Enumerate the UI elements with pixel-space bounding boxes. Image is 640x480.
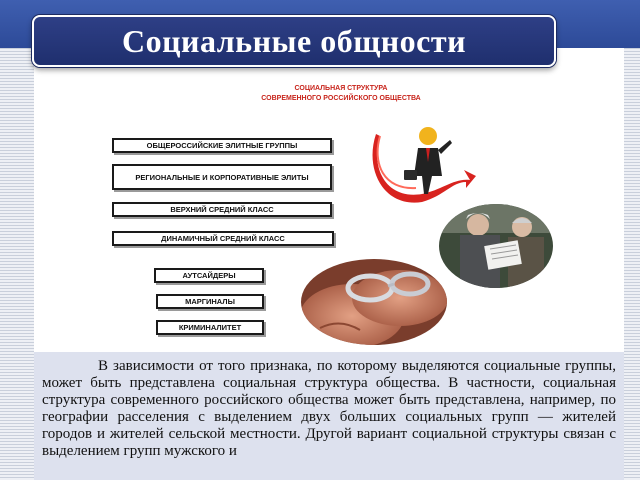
tier-dynamic-middle-class: ДИНАМИЧНЫЙ СРЕДНИЙ КЛАСС [112, 231, 334, 246]
slide-title-box [32, 15, 556, 67]
left-stripe-decoration [0, 48, 34, 480]
tier-marginals: МАРГИНАЛЫ [156, 294, 264, 309]
diagram-heading-line1: СОЦИАЛЬНАЯ СТРУКТУРА [294, 85, 388, 92]
diagram-heading-line2: СОВРЕМЕННОГО РОССИЙСКОГО ОБЩЕСТВА [261, 95, 421, 102]
right-stripe-decoration [624, 48, 640, 480]
tier-upper-middle-class: ВЕРХНИЙ СРЕДНИЙ КЛАСС [112, 202, 332, 217]
description-panel [34, 352, 624, 480]
businessman-arrow-icon [366, 118, 476, 210]
tier-criminals: КРИМИНАЛИТЕТ [156, 320, 264, 335]
handcuffs-photo [300, 258, 448, 346]
diagram-heading [236, 84, 446, 104]
tier-elite-national: ОБЩЕРОССИЙСКИЕ ЭЛИТНЫЕ ГРУППЫ [112, 138, 332, 153]
elderly-people-photo [438, 203, 554, 289]
tier-outsiders: АУТСАЙДЕРЫ [154, 268, 264, 283]
description-text: В зависимости от того признака, по которому выделяются социальные группы, может быть представлена социальная структура общества. В частности, социальная структура современного российского общества может быть представлена, например, по географии расселения с выделением двух больших социальных групп — жителей городов и жителей сельской местности. Другой вариант социальной структуры связан с выделением групп мужского и [42, 358, 616, 459]
tier-elite-regional: РЕГИОНАЛЬНЫЕ И КОРПОРАТИВНЫЕ ЭЛИТЫ [112, 164, 332, 190]
slide-title: Социальные общности [121, 22, 467, 59]
